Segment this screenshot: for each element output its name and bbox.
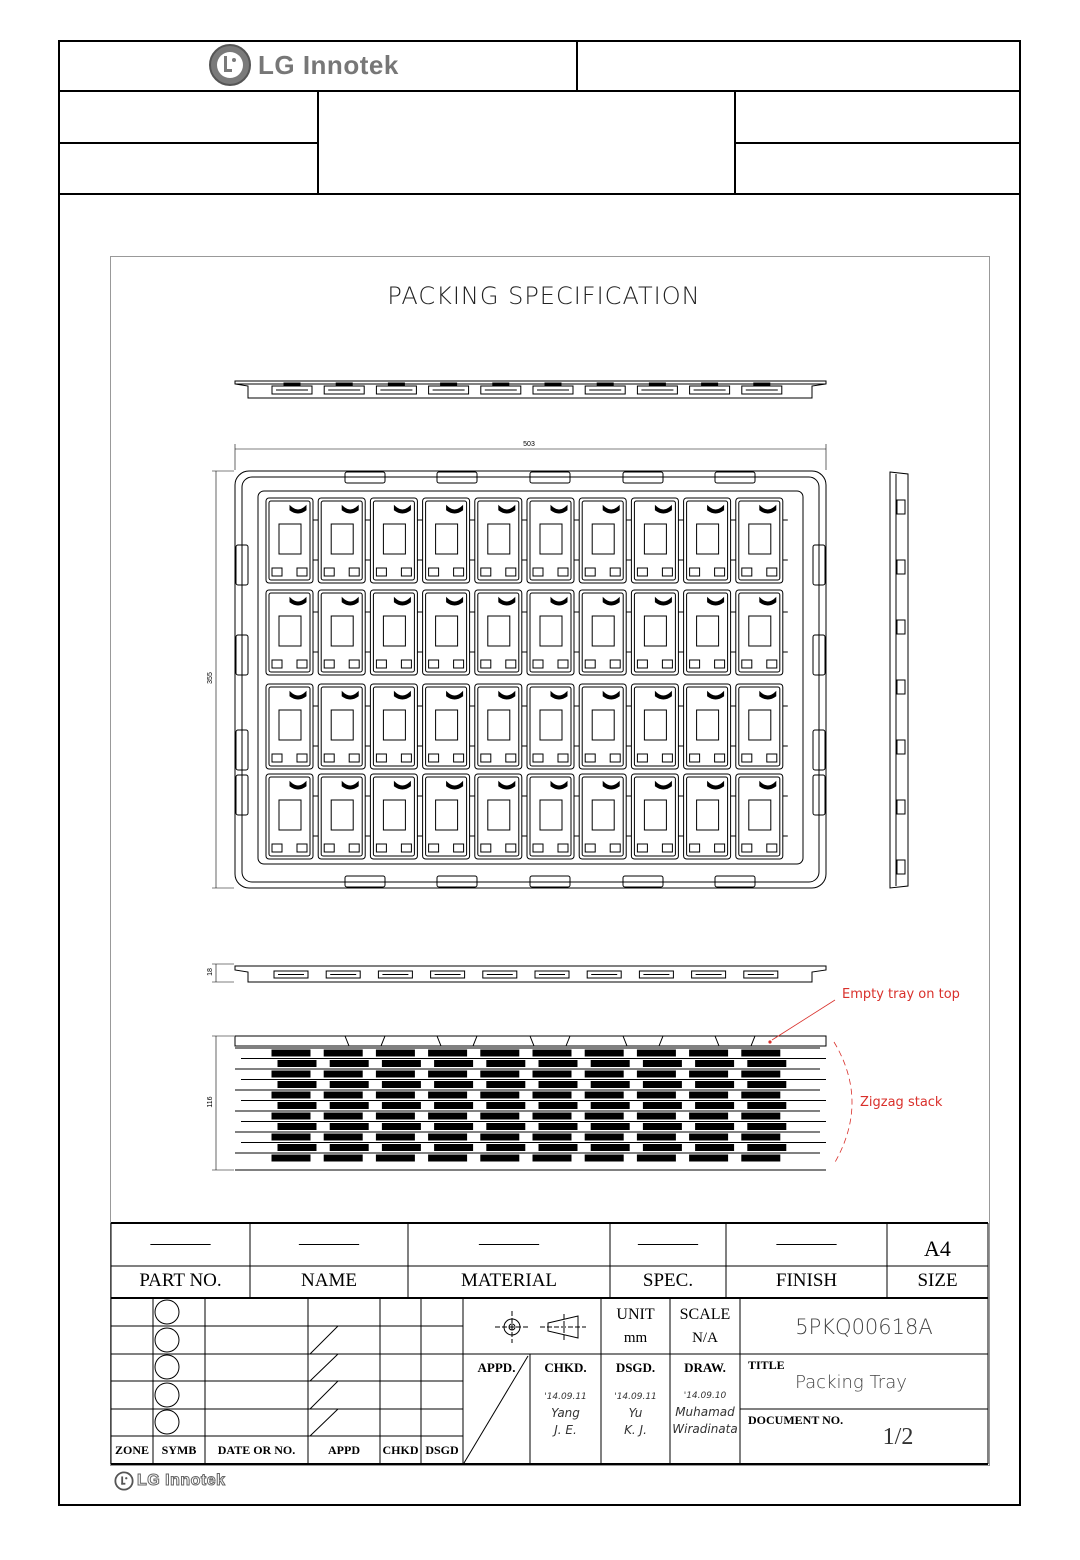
- header-logo-text: LG Innotek: [258, 49, 399, 80]
- spec-label: SPEC.: [642, 1270, 694, 1291]
- docno-label: DOCUMENT NO.: [748, 1413, 844, 1427]
- chkd-date: '14.09.11: [544, 1392, 587, 1402]
- size-value: A4: [924, 1236, 951, 1261]
- rev-appd-header: APPD: [328, 1443, 360, 1457]
- finish-label: FINISH: [775, 1270, 838, 1291]
- drawing-name: Packing Tray: [795, 1372, 907, 1393]
- dim-side-label: 18: [207, 968, 214, 976]
- finish-value: ———: [776, 1232, 837, 1254]
- draw-date: '14.09.10: [683, 1391, 727, 1401]
- part-number: 5PKQ00618A: [795, 1315, 933, 1339]
- material-label: MATERIAL: [460, 1270, 558, 1291]
- scale-label: SCALE: [679, 1306, 731, 1323]
- name-value: ———: [299, 1232, 359, 1254]
- draw-label: DRAW.: [684, 1360, 726, 1375]
- drawing-title: PACKING SPECIFICATION: [387, 282, 701, 310]
- note-zigzag-stack: Zigzag stack: [860, 1095, 943, 1110]
- footer-logo-text: LG Innotek: [137, 1472, 226, 1489]
- rev-dsgd-header: DSGD: [425, 1443, 459, 1457]
- rev-zone-header: ZONE: [114, 1443, 149, 1457]
- docno-value: 1/2: [882, 1424, 914, 1450]
- unit-value: mm: [623, 1330, 648, 1346]
- draw-name-last: Wiradinata: [672, 1422, 738, 1436]
- chkd-label: CHKD.: [544, 1360, 587, 1375]
- dsgd-date: '14.09.11: [614, 1392, 657, 1402]
- chkd-name-first: Yang: [551, 1406, 580, 1420]
- dsgd-name-last: K. J.: [624, 1423, 647, 1437]
- lg-logo-icon: [114, 1471, 134, 1491]
- name-label: NAME: [301, 1270, 357, 1291]
- spec-value: ———: [638, 1232, 698, 1254]
- size-label: SIZE: [917, 1270, 958, 1291]
- chkd-name-last: J. E.: [554, 1423, 577, 1437]
- rev-chkd-header: CHKD: [382, 1443, 419, 1457]
- dsgd-name-first: Yu: [628, 1406, 643, 1420]
- part-no-label: PART NO.: [139, 1270, 222, 1291]
- scale-value: N/A: [692, 1330, 718, 1346]
- dsgd-label: DSGD.: [615, 1360, 656, 1375]
- rev-symb-header: SYMB: [161, 1443, 197, 1457]
- unit-label: UNIT: [616, 1306, 655, 1323]
- title-label: TITLE: [748, 1358, 785, 1372]
- rev-date-header: DATE OR NO.: [217, 1443, 296, 1457]
- dim-width-label: 503: [523, 441, 535, 448]
- part-no-value: ———: [150, 1232, 211, 1254]
- note-empty-tray: Empty tray on top: [842, 987, 960, 1002]
- dim-stack-label: 116: [207, 1096, 214, 1108]
- dim-height-label: 355: [207, 672, 214, 684]
- appd-label: APPD.: [477, 1360, 516, 1375]
- material-value: ———: [479, 1232, 539, 1254]
- footer-logo: [114, 1470, 226, 1492]
- draw-name-first: Muhamad: [675, 1405, 735, 1419]
